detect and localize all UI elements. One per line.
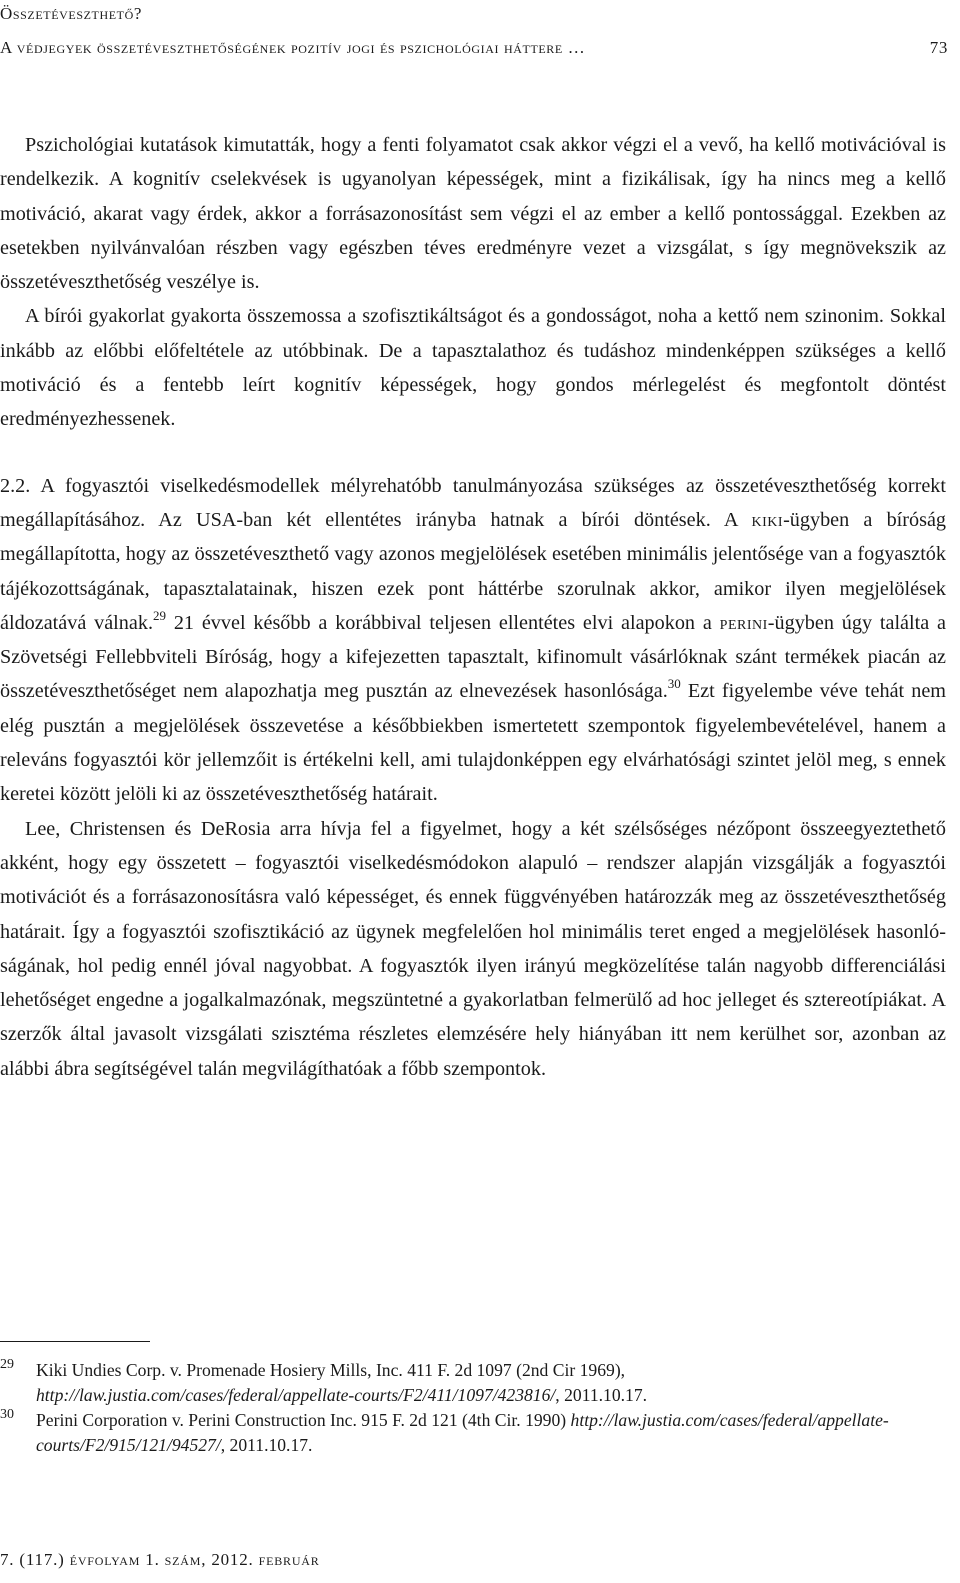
paragraph-3: 2.2. A fogyasztói viselkedésmodellek mélyrehatóbb tanulmányozása szükséges az összetéveszthetőség korrekt megállapításához. Az USA-ban két ellentétes irányba hatnak a bírói döntések. A kiki-ügyben a bíróság megállapította, hogy az összetéveszthető vagy azonos megjelölések esetében minimális jelentősége van a fogyasztók tájékozottságának, tapasztalatainak, hiszen ezek pont háttérbe szorulnak akkor, amikor ilyen megjelölések áldozatává válnak.$^{29}$ 21 évvel később a korábbival teljesen ellentétes elvi alapokon a perini-ügyben úgy találta a Szövetségi Fellebbviteli Bíróság, hogy a kifejezetten tapasztalt, kifinomult vásárlóknak szánt termékek piacán az összetéveszthetőséget nem alapozhatja meg pusztán az elnevezések hasonlósága.$^{30}$ Ezt figyelembe véve tehát nem elég pusztán a megjelölések összevetése a későbbiekben ismertetett szempontok figyelembevételével, hanem a releváns fogyasztói kör jellemzőit is értékelni kell, ami tulajdonképpen egy elvárhatósági szintet jelöl meg, s ennek keretei között jelöli ki az összetéveszthetőség határait. [0,474,946,806]
case-name-kiki: kiki [751,508,784,531]
footnote-text: Perini Corporation v. Perini Construction Inc. 915 F. 2d 121 (4th Cir. 1990) [36,1410,571,1430]
footnote-30 [0,1408,946,1458]
footnote-number: 30 [0,1407,14,1422]
running-title: Összetéveszthető? [0,4,143,23]
paragraph-1: Pszichológiai kutatások kimutatták, hogy a fenti folyamatot csak akkor végzi el a vevő, ha kellő motivációval is rendelkezik. A kognitív cselekvések is ugyanolyan képességek, mint a fizikálisak, így ha nincs meg a kellő motiváció, akarat vagy érdek, akkor a forrásazonosítást sem végzi el az ember a kellő pontossággal. Ezekben az esetekben nyilvánvalóan részben vagy egészben téves eredményre vezet a vizsgálat, s így megnövekszik az összetéveszthetőség veszélye is. [0,134,946,294]
case-name-perini: perini [719,611,768,634]
section-gap [0,437,946,469]
footnote-divider [0,1341,150,1342]
paragraph-2: A bírói gyakorlat gyakorta összemossa a szofisztikáltságot és a gondosságot, noha a kettő nem szinonim. Sokkal inkább az előbbi előfeltétele az utóbbinak. De a tapasztalathoz és tudáshoz mindenképpen szükséges a kellő motiváció és a fentebb leírt kognitív képességek, hogy gondos mérlegelést és megfontolt döntést eredményezhessenek. [0,305,946,431]
footnote-number: 29 [0,1357,14,1372]
chapter-title: A védjegyek összetéveszthetőségének pozitív jogi és pszichológiai háttere … [0,38,586,57]
issue-footer: 7. (117.) évfolyam 1. szám, 2012. február [0,1550,320,1569]
footnote-ref-30[interactable]: 30 [667,676,681,692]
footnote-text: Kiki Undies Corp. v. Promenade Hosiery Mills, Inc. 411 F. 2d 1097 (2nd Cir 1969), [36,1360,626,1380]
page-number: 73 [929,38,948,57]
footnote-link[interactable]: http://law.justia.com/cases/federal/appellate-courts/F2/411/1097/423816/ [36,1385,556,1405]
footnote-ref-29[interactable]: 29 [153,607,166,623]
running-head [0,38,948,58]
footnote-date: , 2011.10.17. [555,1385,648,1405]
footnote-date: , 2011.10.17. [220,1435,313,1455]
footnote-link[interactable]: http://law.justia.com/cases/federal/appellate-courts/F2/915/121/94527/ [36,1410,889,1455]
body-text [0,128,946,1086]
footnote-29 [0,1358,946,1408]
paragraph-4: Lee, Christensen és DeRosia arra hívja fel a figyelmet, hogy a két szélsőséges nézőpont összeegyeztethető akként, hogy egy összetett – fogyasztói viselkedésmódokon alapuló – rendszer alapján vizsgálják a fogyasztói motivációt és a forrásazonosításra való képességet, és ennek függvényében határozzák meg az összetéveszthetőség határait. Így a fogyasztói szofisztikáció az ügynek megfelelően hol minimális teret enged a megjelölések hasonlóságának, hol pedig ennél jóval nagyobbat. A fogyasztók ilyen irányú megközelítése talán nagyobb differenciálási lehetőséget engedne a jogalkalmazónak, megszüntetné a gyakorlatban felmerülő ad hoc jelleget és sztereotípiákat. A szerzők által javasolt vizsgálati szisztéma részletes elemzésére hely hiányában itt nem kerülhet sor, azonban az alábbi ábra segítségével talán megvilágíthatóak a főbb szempontok. [0,817,946,1080]
footnotes [0,1358,946,1458]
